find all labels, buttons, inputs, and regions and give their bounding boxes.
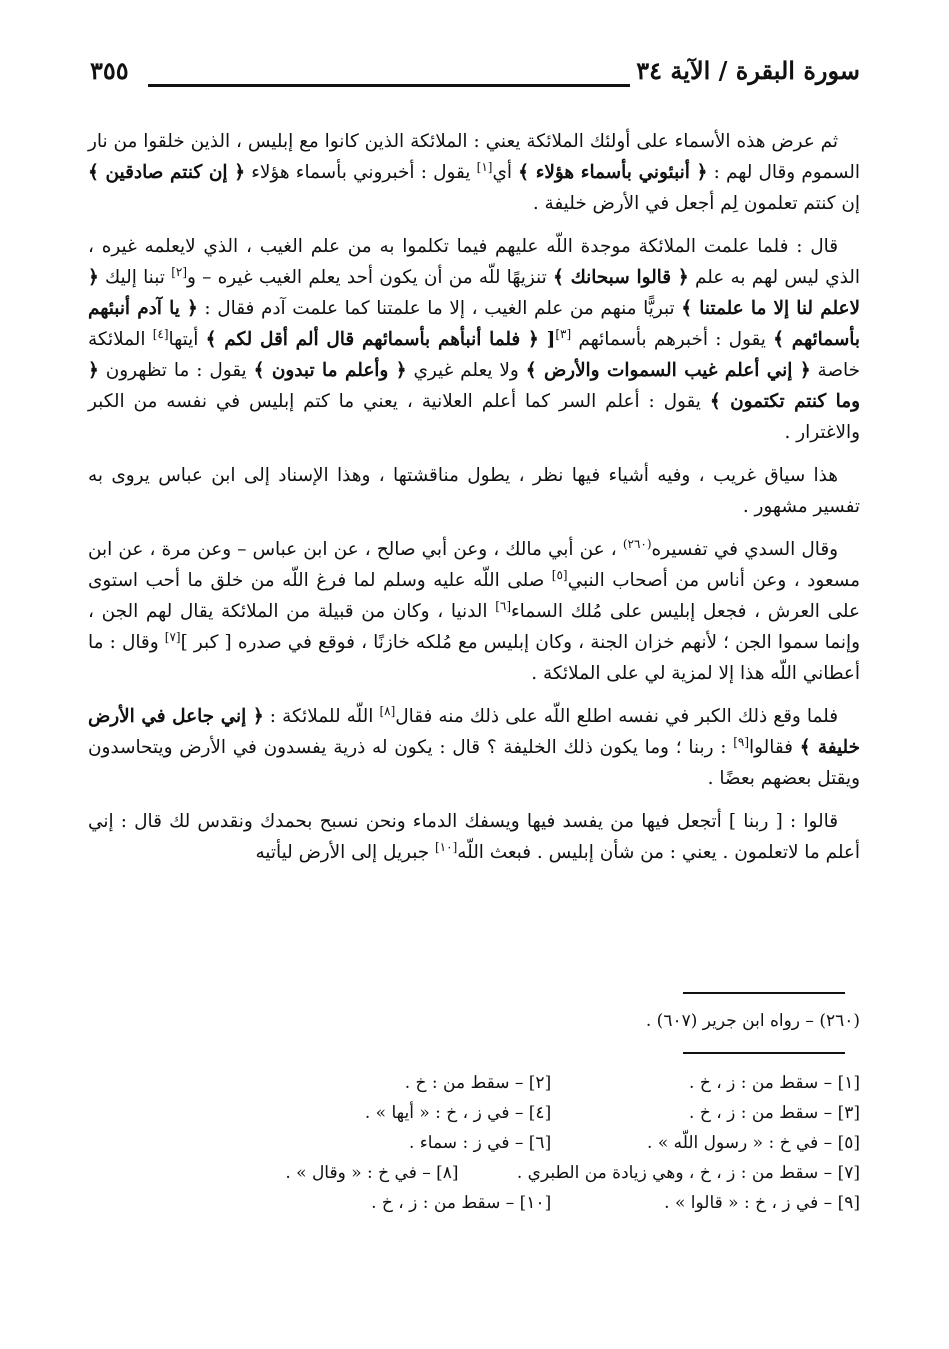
note-marker: [٨] (379, 703, 396, 718)
note-marker: [٧] (164, 629, 181, 644)
note-item: [٨] – في خ : « وقال » . (285, 1163, 459, 1183)
note-item: [٩] – في ز ، خ : « قالوا » . (664, 1193, 860, 1213)
text-run: أي (492, 162, 519, 183)
quran-quote: [ ﴿ فلما أنبأهم بأسمائهم (354, 329, 556, 350)
quran-quote: قال ألم أقل لكم ﴾ (205, 329, 355, 350)
page-header (90, 56, 860, 96)
page-number: ٣٥٥ (90, 56, 129, 85)
text-run: ، عن أبي مالك ، وعن أبي صالح ، عن ابن عباس – وعن مرة ، عن ابن مسعود ، وعن أناس من أصحاب النبي (88, 539, 860, 591)
footnote-divider (683, 992, 845, 994)
paragraph-5 (88, 701, 860, 794)
quran-quote: ﴿ إني جاعل في الأرض خليفة ﴾ (88, 706, 861, 758)
editorial-notes (88, 1068, 860, 1218)
notes-row (88, 1128, 860, 1158)
text-run: يقول : أعلم السر كما أعلم العلانية ، يعني ما كتم إبليس في نفسه من الكبر والاغترار . (88, 391, 860, 443)
paragraph-3 (88, 460, 860, 522)
notes-row (88, 1068, 860, 1098)
text-run: فلما وقع ذلك الكبر في نفسه اطلع اللّه على ذلك منه فقال (395, 706, 838, 727)
note-item: [٦] – في ز : سماء . (408, 1133, 552, 1153)
text-run: وقال : ما أعطاني اللّه هذا إلا لمزية لي على الملائكة . (88, 632, 860, 684)
note-marker: [٤] (152, 326, 169, 341)
paragraph-2 (88, 231, 860, 448)
text-run: ثم عرض هذه الأسماء على أولئك الملائكة يعني : الملائكة الذين كانوا مع إبليس ، الذين خلقوا من نار السموم وقال لهم : (88, 131, 860, 183)
quran-quote: ﴿ إن كنتم صادقين ﴾ (88, 162, 246, 183)
quran-quote: ﴿ يا آدم أنبئهم بأسمائهم ﴾ (88, 298, 860, 350)
text-run: إن كنتم تعلمون لِم أجعل في الأرض خليفة . (532, 193, 860, 214)
quran-quote: ﴿ إني أعلم غيب السموات والأرض ﴾ (525, 360, 811, 381)
note-item: [١] – سقط من : ز ، خ . (689, 1073, 860, 1093)
header-rule (148, 84, 630, 87)
text-run: قالوا : [ ربنا ] أتجعل فيها من يفسد فيها ويسفك الدماء ونحن نسبح بحمدك ونقدس لك قال : إني أعلم ما لاتعلمون . يعني : من شأن إبليس . فبعث اللّه (88, 811, 860, 863)
quran-quote: ﴿ وأعلم ما تبدون ﴾ (253, 360, 407, 381)
notes-divider (683, 1052, 845, 1054)
text-run: صلى اللّه عليه وسلم لما فرغ اللّه من خلق ما أحب استوى على العرش ، فجعل إبليس على مُلك السماء (88, 570, 860, 622)
text-run: يقول : أخبرهم بأسمائهم (571, 329, 774, 350)
quran-quote: ﴿ لاعلم لنا إلا ما علمتنا ﴾ (88, 267, 860, 319)
text-run: تبنا إليك (98, 267, 172, 288)
text-run: قال : فلما علمت الملائكة موجدة اللّه عليهم فيما تكلموا به من علم الغيب ، الذي لايعلمه غيره ، الذي ليس لهم به علم (88, 236, 860, 288)
note-item: [٣] – سقط من : ز ، خ . (689, 1103, 860, 1123)
notes-row (88, 1158, 860, 1188)
text-run: وقال السدي في تفسيره (651, 539, 839, 560)
text-run: يقول : أخبروني بأسماء هؤلاء (245, 162, 477, 183)
note-item: [٧] – سقط من : ز ، خ ، وهي زيادة من الطبري . (516, 1163, 860, 1183)
note-item: [٤] – في ز ، خ : « أيها » . (364, 1103, 552, 1123)
text-run: هذا سياق غريب ، وفيه أشياء فيها نظر ، يطول مناقشتها ، وهذا الإسناد إلى ابن عباس يروى به تفسير مشهور . (88, 465, 860, 517)
paragraph-4 (88, 534, 860, 689)
text-run: فقالوا (749, 737, 800, 758)
note-marker: [٢] (171, 264, 188, 279)
note-marker: [١٠] (434, 839, 458, 854)
text-run: اللّه للملائكة : (263, 706, 380, 727)
text-run: جبريل إلى الأرض ليأتيه (255, 842, 435, 863)
note-item: [٥] – في خ : « رسول اللّه » . (647, 1133, 860, 1153)
quran-quote: ﴿ أنبئوني بأسماء هؤلاء ﴾ (518, 162, 708, 183)
note-marker: [١] (476, 159, 493, 174)
paragraph-6 (88, 806, 860, 868)
text-run: الدنيا ، وكان من قبيلة من الملائكة يقال لهم الجن ، وإنما سموا الجن ؛ لأنهم خزان الجنة ، وكان إبليس مع مُلكه خازنًا ، فوقع في صدره [ كبر ] (88, 601, 861, 653)
text-run: أيتها (168, 329, 206, 350)
note-marker: [٥] (551, 567, 568, 582)
quran-quote: ﴿ قالوا سبحانك ﴾ (552, 267, 689, 288)
note-marker: [٦] (495, 598, 512, 613)
quran-quote: ﴿ وما كنتم تكتمون ﴾ (88, 360, 860, 412)
running-title: سورة البقرة / الآية ٣٤ (636, 56, 860, 85)
notes-row (88, 1188, 860, 1218)
footnote: (٢٦٠) – رواه ابن جرير (٦٠٧) . (645, 1011, 860, 1031)
note-marker: [٣] (555, 326, 572, 341)
paragraph-1 (88, 126, 860, 219)
note-item: [١٠] – سقط من : ز ، خ . (371, 1193, 552, 1213)
text-run: تبريًّا منهم من علم الغيب ، إلا ما علمتنا كما علمت آدم فقال : (197, 298, 682, 319)
text-run: تنزيهًا للّه من أن يكون أحد يعلم الغيب غيره – و (187, 267, 553, 288)
footnote-ref: (٢٦٠) (622, 536, 652, 551)
note-item: [٢] – سقط من : خ . (404, 1073, 552, 1093)
text-run: الملائكة خاصة (88, 329, 861, 381)
text-run: : ربنا ؛ وما يكون ذلك الخليفة ؟ قال : يكون له ذرية يفسدون في الأرض ويتحاسدون ويقتل بعضهم بعضًا . (88, 737, 860, 789)
main-text (88, 126, 860, 880)
note-marker: [٩] (733, 734, 750, 749)
notes-row (88, 1098, 860, 1128)
text-run: يقول : ما تظهرون (98, 360, 254, 381)
text-run: ولا يعلم غيري (406, 360, 526, 381)
